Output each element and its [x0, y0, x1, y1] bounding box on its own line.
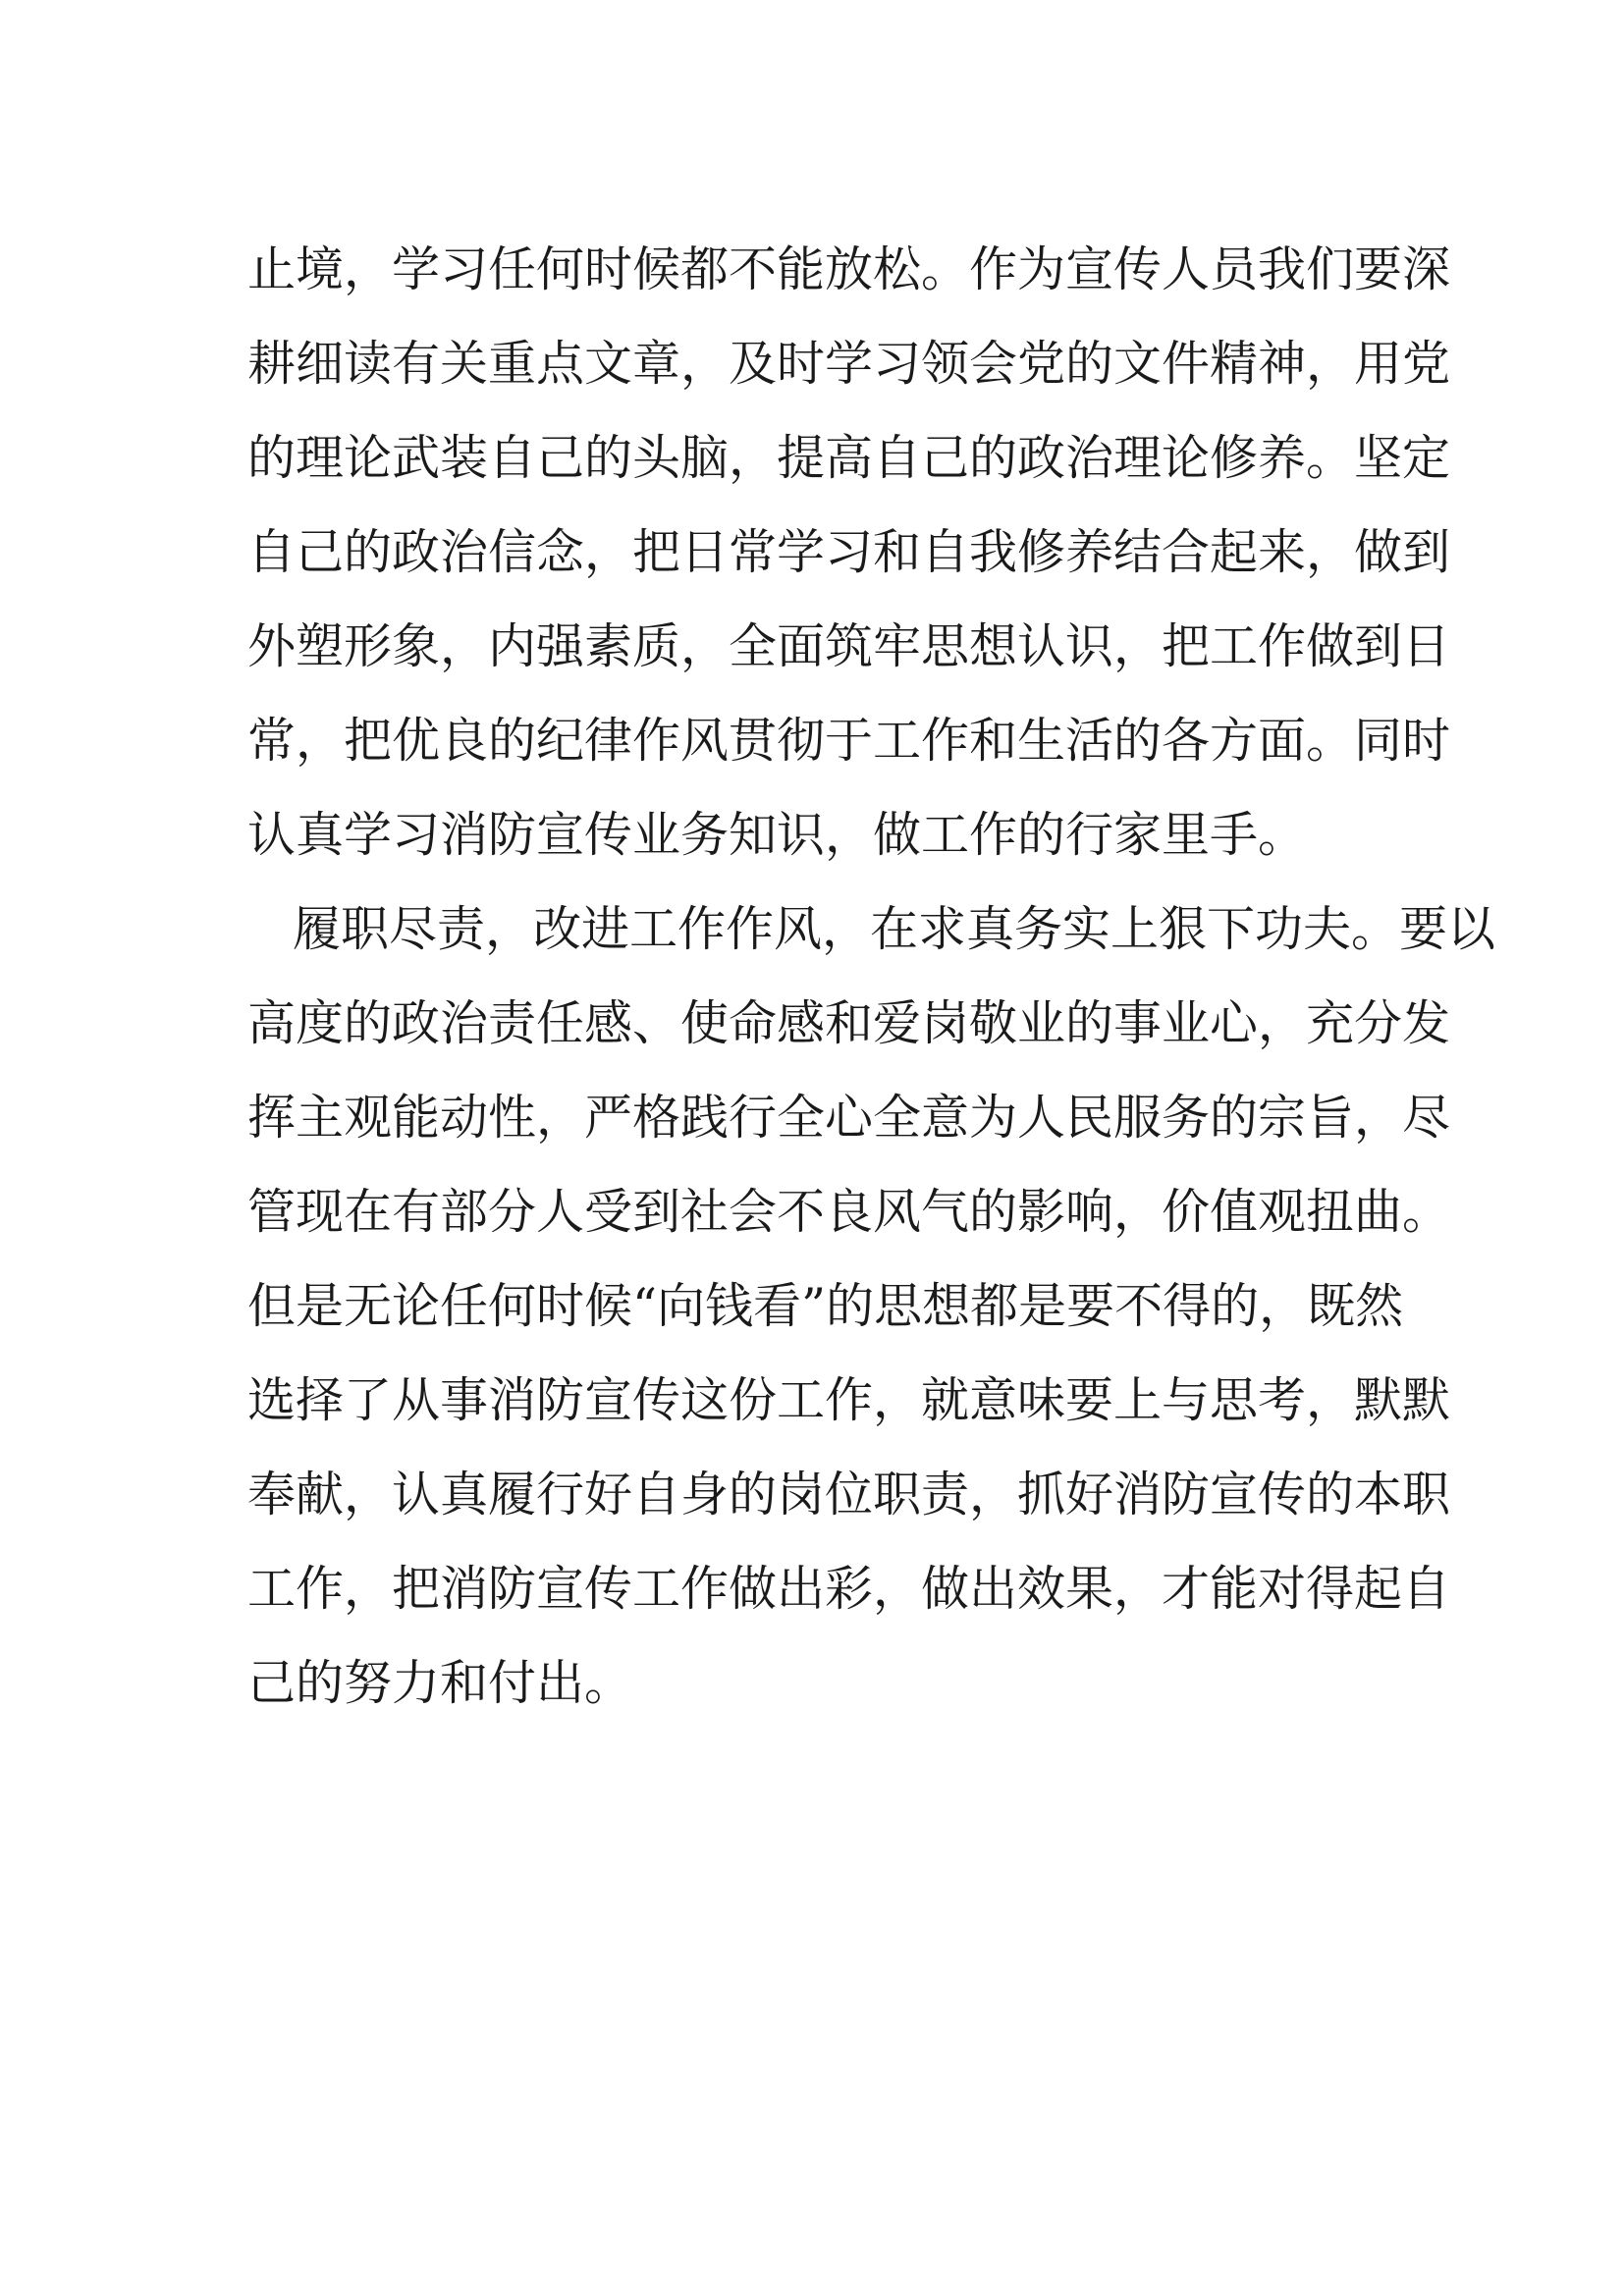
- paragraph-line: 履职尽责，改进工作作风，在求真务实上狠下功夫。要以: [293, 901, 1496, 957]
- paragraph-line: 但是无论任何时候“向钱看”的思想都是要不得的，既然: [247, 1278, 1404, 1334]
- paragraph-line: 的理论武装自己的头脑，提高自己的政治理论修养。坚定: [247, 430, 1451, 486]
- paragraph-line: 认真学习消防宣传业务知识，做工作的行家里手。: [247, 807, 1307, 863]
- paragraph-line: 选择了从事消防宣传这份工作，就意味要上与思考，默默: [247, 1372, 1451, 1428]
- paragraph-line: 耕细读有关重点文章，及时学习领会党的文件精神，用党: [247, 336, 1451, 392]
- paragraph-duty: [247, 882, 1496, 1731]
- paragraph-line: 自己的政治信念，把日常学习和自我修养结合起来，做到: [247, 524, 1451, 580]
- paragraph-line: 高度的政治责任感、使命感和爱岗敬业的事业心，充分发: [247, 995, 1451, 1051]
- paragraph-line: 工作，把消防宣传工作做出彩，做出效果，才能对得起自: [247, 1561, 1451, 1617]
- paragraph-line: 奉献，认真履行好自身的岗位职责，抓好消防宣传的本职: [247, 1467, 1451, 1522]
- paragraph-line: 己的努力和付出。: [247, 1655, 633, 1711]
- paragraph-line: 止境，学习任何时候都不能放松。作为宣传人员我们要深: [247, 241, 1451, 297]
- paragraph-line: 挥主观能动性，严格践行全心全意为人民服务的宗旨，尽: [247, 1090, 1451, 1146]
- paragraph-line: 常，把优良的纪律作风贯彻于工作和生活的各方面。同时: [247, 713, 1451, 769]
- paragraph-study: [247, 223, 1451, 882]
- body-text: [247, 223, 1496, 1731]
- paragraph-line: 外塑形象，内强素质，全面筑牢思想认识，把工作做到日: [247, 618, 1451, 674]
- paragraph-line: 管现在有部分人受到社会不良风气的影响，价值观扭曲。: [247, 1184, 1451, 1240]
